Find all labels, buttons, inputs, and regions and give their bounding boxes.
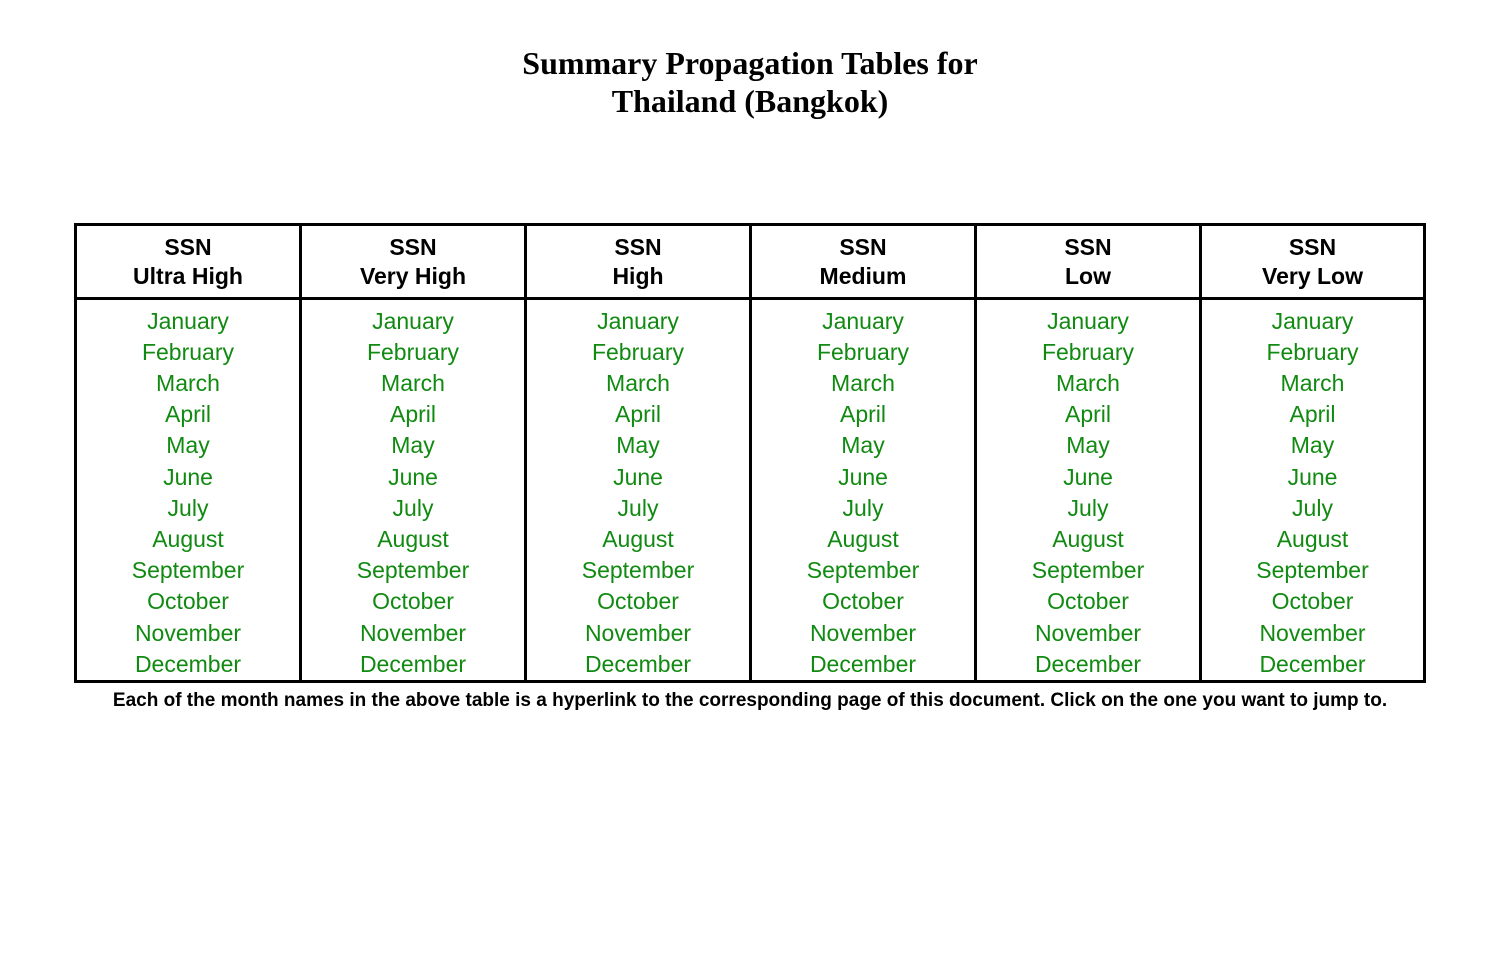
month-link[interactable]: June [613,463,663,490]
month-link[interactable]: January [147,307,229,334]
month-link[interactable]: September [1256,557,1369,584]
column-header-level-label: High [612,263,664,289]
month-link[interactable]: October [372,588,454,615]
month-link[interactable]: December [1259,650,1366,677]
column-header [302,226,524,300]
ssn-column [77,226,302,680]
month-link[interactable]: February [1041,338,1135,365]
month-link[interactable]: October [1047,588,1129,615]
month-link[interactable]: September [806,557,920,584]
month-link[interactable]: January [372,307,454,334]
column-header-level-label: Medium [819,263,907,289]
month-link[interactable]: June [163,463,213,490]
page-title-line-2: Thailand (Bangkok) [611,83,889,119]
month-link[interactable]: September [131,557,245,584]
month-link[interactable]: January [1271,307,1354,334]
month-link[interactable]: July [392,494,434,521]
column-header-ssn-label: SSN [1288,234,1337,260]
month-link[interactable]: March [831,369,895,396]
month-link[interactable]: February [141,338,235,365]
month-link[interactable]: July [842,494,884,521]
column-header-ssn-label: SSN [839,234,887,260]
month-link[interactable]: November [1034,619,1142,646]
month-link[interactable]: May [841,432,885,459]
column-header-level-label: Low [1065,263,1111,289]
column-header-ssn-label: SSN [389,234,437,260]
page-title [0,44,1500,120]
month-link[interactable]: December [359,650,467,677]
month-link[interactable]: October [822,588,904,615]
month-link-list [752,300,974,680]
month-link[interactable]: February [366,338,460,365]
month-link[interactable]: March [1056,369,1120,396]
month-link[interactable]: November [359,619,467,646]
month-link[interactable]: May [1066,432,1110,459]
month-link[interactable]: March [606,369,670,396]
month-link[interactable]: August [602,525,674,552]
ssn-column [977,226,1202,680]
month-link[interactable]: August [152,525,224,552]
page-title-line-1: Summary Propagation Tables for [522,45,978,81]
ssn-column [1202,226,1423,680]
month-link[interactable]: July [167,494,209,521]
month-link[interactable]: November [809,619,917,646]
month-link-list [302,300,524,680]
month-link[interactable]: January [822,307,904,334]
ssn-column [302,226,527,680]
month-link[interactable]: December [809,650,917,677]
month-link[interactable]: April [164,401,211,428]
column-header [752,226,974,300]
month-link[interactable]: July [617,494,659,521]
column-header-level-label: Ultra High [133,263,243,289]
month-link[interactable]: November [584,619,692,646]
month-link[interactable]: June [1287,463,1338,490]
month-link[interactable]: November [1259,619,1366,646]
month-link-list [77,300,299,680]
month-link[interactable]: December [584,650,692,677]
month-link[interactable]: May [391,432,435,459]
month-link[interactable]: February [1266,338,1359,365]
column-header-ssn-label: SSN [1064,234,1112,260]
month-link[interactable]: December [134,650,242,677]
month-link[interactable]: April [1289,401,1336,428]
month-link[interactable]: August [1276,525,1349,552]
ssn-column [752,226,977,680]
column-header [977,226,1199,300]
month-link[interactable]: April [839,401,886,428]
hyperlink-footnote: Each of the month names in the above table is a hyperlink to the corresponding page of this document. Click on the one you want to jump to. [112,690,1388,711]
column-header [77,226,299,300]
month-link[interactable]: April [614,401,661,428]
month-link[interactable]: February [591,338,685,365]
column-header-ssn-label: SSN [614,234,662,260]
month-link[interactable]: September [1031,557,1145,584]
month-link[interactable]: March [381,369,445,396]
month-link[interactable]: June [388,463,438,490]
month-link[interactable]: January [597,307,679,334]
month-link[interactable]: August [377,525,449,552]
month-link[interactable]: January [1047,307,1129,334]
month-link[interactable]: October [147,588,229,615]
propagation-summary-table [74,223,1426,683]
month-link[interactable]: March [156,369,220,396]
month-link[interactable]: December [1034,650,1142,677]
month-link[interactable]: August [827,525,899,552]
month-link[interactable]: May [616,432,660,459]
month-link-list [1202,300,1423,680]
month-link[interactable]: June [838,463,888,490]
month-link[interactable]: September [581,557,695,584]
month-link[interactable]: March [1280,369,1345,396]
month-link-list [977,300,1199,680]
ssn-column [527,226,752,680]
month-link[interactable]: February [816,338,910,365]
month-link[interactable]: October [1271,588,1354,615]
column-header-level-label: Very Low [1262,263,1363,289]
column-header-level-label: Very High [359,263,467,289]
month-link[interactable]: August [1052,525,1124,552]
month-link[interactable]: June [1063,463,1113,490]
month-link[interactable]: September [356,557,470,584]
month-link[interactable]: July [1067,494,1109,521]
month-link[interactable]: April [1064,401,1111,428]
month-link-list [527,300,749,680]
month-link[interactable]: May [1290,432,1335,459]
column-header [527,226,749,300]
month-link[interactable]: July [1292,494,1333,521]
column-header-ssn-label: SSN [164,234,212,260]
month-link[interactable]: November [134,619,242,646]
month-link[interactable]: May [166,432,210,459]
column-header [1202,226,1423,300]
month-link[interactable]: October [597,588,679,615]
month-link[interactable]: April [389,401,436,428]
